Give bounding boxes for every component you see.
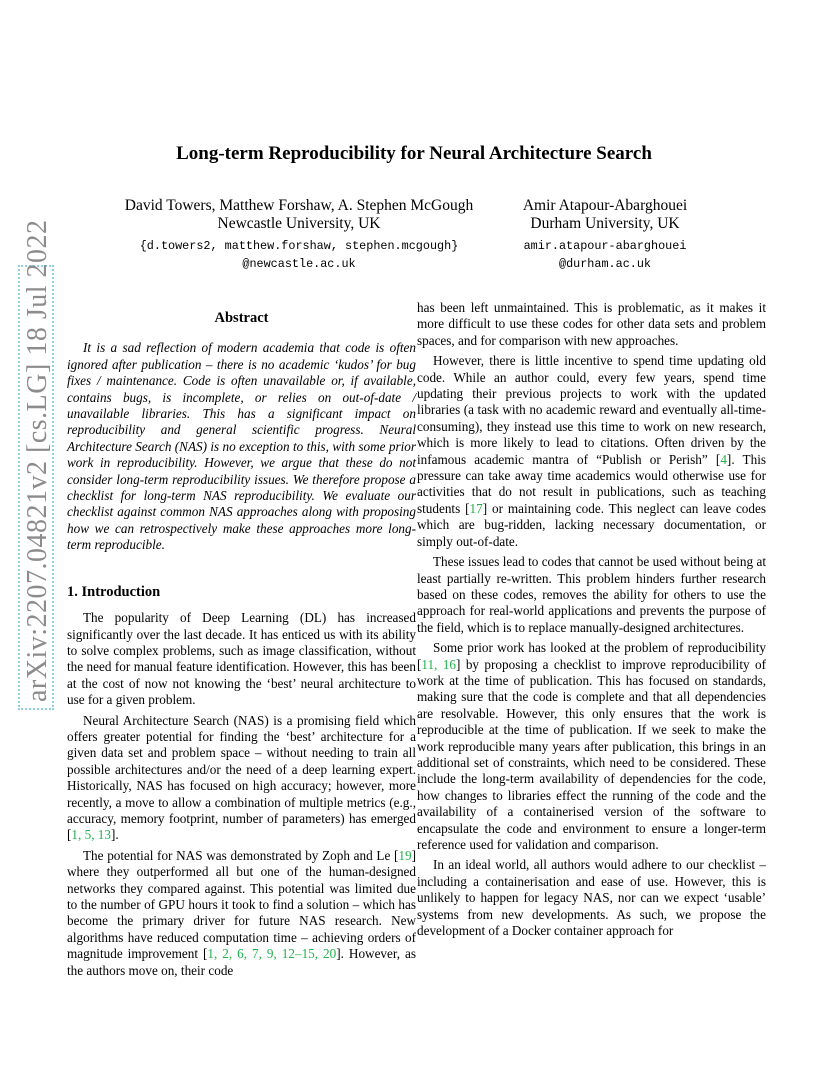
author-affiliation: Newcastle University, UK: [217, 215, 381, 232]
right-paragraph-3: Some prior work has looked at the problem of reproducibility [11, 16] by proposing a checklist to improve reproducibility of work at the time of publication. This has focused on standards, making sure that the code is complete and that all dependencies are resolvable. However, this only ensures that the work is reproducible at the time of publication. If we seek to make the work reproducible many years after publication, this brings in an additional set of constraints, which need to be considered. These include the long-term availability of dependencies for the code, how changes to libraries effect the running of the code and the availability of a containerised version of the software to encapsulate the code and environment to ensure a longer-term reference used for validation and comparison.: [417, 640, 766, 852]
author-affiliation: Durham University, UK: [530, 215, 680, 232]
citation-link[interactable]: 1, 5, 13: [71, 827, 111, 843]
author-names: Amir Atapour-Abarghouei: [522, 197, 688, 214]
right-paragraph-4: In an ideal world, all authors would adhere to our checklist – including a containerisation and ease of use. However, this is unlikely to happen for legacy NAS, nor can we expect ‘usable’ systems from new developments. As such, we propose the development of a Docker container approach for: [417, 857, 766, 939]
right-paragraph-1: However, there is little incentive to spend time updating old code. While an author could, every few years, spend time updating their previous projects to work with the updated libraries (a task with no academic reward and eventually all-time-consuming), they instead use this time to work on new research, which is more likely to lead to citations. Often driven by the infamous academic mantra of “Publish or Perish” [4]. This pressure can take away time academics would otherwise use for activities that do not result in publications, such as teaching students [17] or maintaining code. This neglect can leave codes which are bug-ridden, lacking necessary documentation, or simply out-of-date.: [417, 353, 766, 549]
intro-paragraph-3: The potential for NAS was demonstrated by Zoph and Le [19] where they outperformed all but one of the human-designed networks they compared against. This potential was limited due to the number of GPU hours it took to find a solution – which has become the primary driver for future NAS research. New algorithms have reduced computation time – achieving orders of magnitude improvement [1, 2, 6, 7, 9, 12–15, 20]. However, as the authors move on, their code: [67, 847, 417, 978]
author-email-line2: @durham.ac.uk: [558, 257, 652, 271]
citation-link[interactable]: 11, 16: [421, 656, 457, 672]
abstract-heading: Abstract: [214, 310, 269, 326]
citation-link[interactable]: 1, 2, 6, 7, 9, 12–15, 20: [207, 946, 337, 962]
author-email-line2: @newcastle.ac.uk: [242, 257, 356, 271]
arxiv-sidebar-label: arXiv:2207.04821v2 [cs.LG] 18 Jul 2022: [18, 265, 54, 710]
section-heading-introduction: 1. Introduction: [67, 583, 161, 600]
citation-link[interactable]: 4: [720, 451, 727, 467]
author-names: David Towers, Matthew Forshaw, A. Stephen McGough: [124, 197, 474, 214]
right-paragraph-0: has been left unmaintained. This is problematic, as it makes it more difficult to use these codes for other data sets and problem spaces, and for comparison with new approaches.: [417, 300, 766, 348]
right-column: [417, 300, 766, 943]
author-email-line1: amir.atapour-abarghouei: [523, 239, 687, 253]
author-block-left: [108, 197, 490, 273]
intro-paragraph-2: Neural Architecture Search (NAS) is a promising field which offers greater potential for finding the ‘best’ architecture for a given data set and problem space – without needing to train all possible architectures and/or the need of a deep learning expert. Historically, NAS has focused on high accuracy; however, more recently, a move to allow a combination of multiple metrics (e.g., accuracy, memory footprint, number of parameters) has emerged [1, 5, 13].: [67, 712, 416, 843]
author-block-right: [505, 197, 705, 273]
intro-paragraph-1: The popularity of Deep Learning (DL) has increased significantly over the last decade. It has enticed us with its ability to solve complex problems, such as image classification, without the need for manual feature identification. However, this has been at the cost of now not knowing the ‘best’ neural architecture to use for a given problem.: [67, 610, 416, 708]
right-paragraph-2: These issues lead to codes that cannot be used without being at least partially re-written. This problem hinders further research based on these codes, removes the ability for others to use the approach for real-world applications and prevents the purpose of the field, which is to replace manually-designed architectures.: [417, 554, 766, 635]
abstract-text: It is a sad reflection of modern academia that code is often ignored after publication – there is no academic ‘kudos’ for bug fixes / maintenance. Code is often unavailable or, if available, contains bugs, is incomplete, or relies on out-of-date / unavailable libraries. This has a significant impact on reproducibility and general scientific progress. Neural Architecture Search (NAS) is no exception to this, with some prior work in reproducibility. However, we argue that these do not consider long-term reproducibility issues. We therefore propose a checklist for long-term NAS reproducibility. We evaluate our checklist against common NAS approaches along with proposing how we can retrospectively make these approaches more long-term reproducible.: [67, 340, 416, 553]
citation-link[interactable]: 19: [398, 847, 412, 863]
left-column: [67, 306, 416, 983]
citation-link[interactable]: 17: [469, 500, 483, 516]
abstract: [67, 340, 416, 553]
paper-title: Long-term Reproducibility for Neural Architecture Search: [176, 143, 652, 164]
author-email-line1: {d.towers2, matthew.forshaw, stephen.mcgough}: [139, 239, 459, 253]
